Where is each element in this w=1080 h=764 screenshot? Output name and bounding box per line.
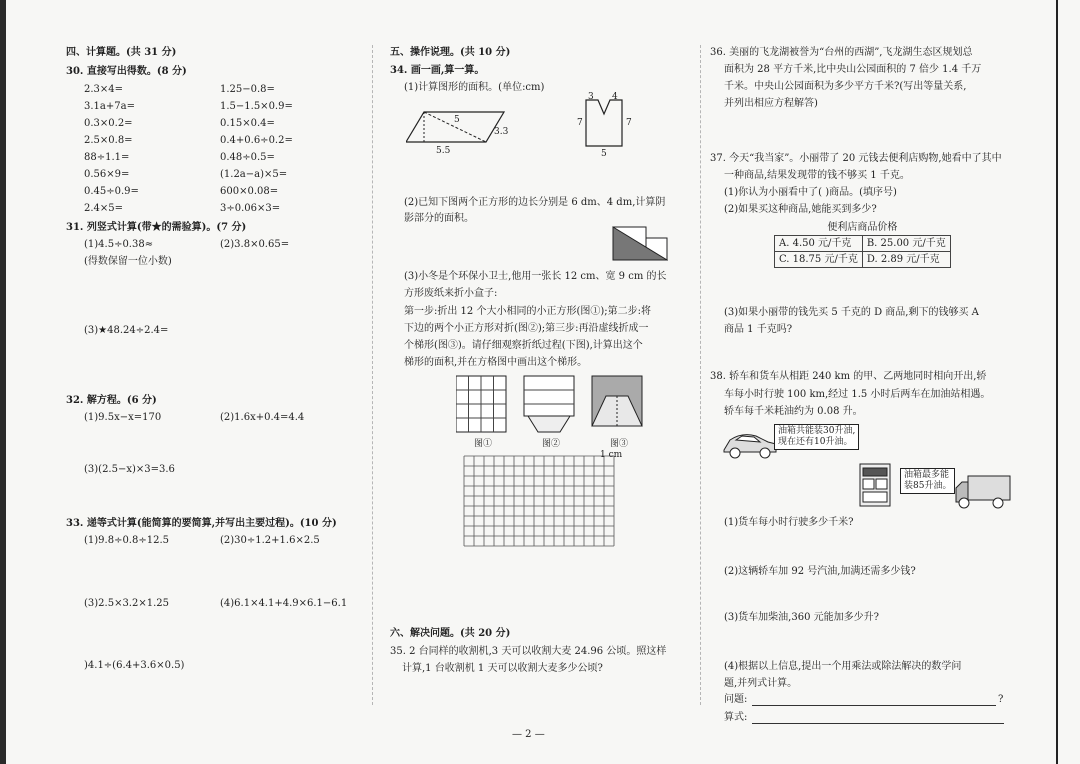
grid-unit-label: 1 cm — [600, 450, 623, 460]
question-answer-line[interactable] — [752, 705, 996, 706]
q30-item: 2.4×5= — [84, 203, 124, 214]
price-cell-c: C. 18.75 元/千克 — [775, 252, 863, 268]
q30-item: 2.3×4= — [84, 84, 124, 95]
q30-item: 0.4+0.6÷0.2= — [220, 135, 293, 146]
q32-part-3: (3)(2.5−x)×3=3.6 — [84, 464, 175, 475]
label-4: 4 — [612, 92, 618, 102]
q33-part-5: )4.1÷(6.4+3.6×0.5) — [84, 660, 185, 671]
fold-figure-1 — [456, 376, 506, 432]
section-4-title: 四、计算题。(共 31 分) — [66, 47, 177, 58]
formula-label: 算式: — [724, 712, 748, 723]
q30-title: 30. 直接写出得数。(8 分) — [66, 66, 187, 77]
page-number: — 2 — — [512, 729, 545, 740]
price-table-title: 便利店商品价格 — [775, 220, 951, 236]
q33-title: 33. 递等式计算(能简算的要简算,并写出主要过程)。(10 分) — [66, 518, 337, 529]
q34-part-1: (1)计算图形的面积。(单位:cm) — [404, 82, 545, 93]
column-left — [0, 0, 370, 764]
square-grid — [462, 446, 632, 554]
q30-item: 0.3×0.2= — [84, 118, 133, 129]
section-6-title: 六、解决问题。(共 20 分) — [390, 628, 511, 639]
q34-part-3-line-1: (3)小冬是个环保小卫士,他用一张长 12 cm、宽 9 cm 的长 — [404, 271, 667, 282]
q38-part-2: (2)这辆轿车加 92 号汽油,加满还需多少钱? — [724, 566, 916, 577]
car-illustration — [720, 428, 780, 462]
q34-part-3-line-3: 第一步:折出 12 个大小相同的小正方形(图①);第二步:将 — [404, 306, 651, 317]
q37-part-3-line-2: 商品 1 千克吗? — [724, 324, 793, 335]
q38-part-4-line-1: (4)根据以上信息,提出一个用乘法或除法解决的数学问 — [724, 661, 962, 672]
q30-item: 88÷1.1= — [84, 152, 130, 163]
q37-line-2: 一种商品,结果发现带的钱不够买 1 千克。 — [724, 170, 910, 181]
question-mark: ? — [998, 694, 1004, 705]
q32-part-1: (1)9.5x−x=170 — [84, 412, 162, 423]
q34-part-3-line-6: 梯形的面积,并在方格图中画出这个梯形。 — [404, 357, 588, 368]
fig-caption-1: 图① — [474, 439, 493, 449]
price-table — [774, 220, 951, 268]
q37-line-1: 37. 今天“我当家”。小丽带了 20 元钱去便利店购物,她看中了其中 — [710, 153, 1002, 164]
fold-figure-3 — [592, 376, 642, 426]
car-speech-bubble — [774, 424, 859, 450]
section-5-title: 五、操作说理。(共 10 分) — [390, 47, 511, 58]
q30-item: 1.25−0.8= — [220, 84, 275, 95]
q30-item: (1.2a−a)×5= — [220, 169, 288, 180]
q38-line-2: 车每小时行驶 100 km,经过 1.5 小时后两车在加油站相遇。 — [724, 389, 991, 400]
q31-title: 31. 列竖式计算(带★的需验算)。(7 分) — [66, 222, 247, 233]
label-5-bottom: 5 — [601, 149, 607, 158]
q36-line-2: 面积为 28 平方千米,比中央山公园面积的 7 倍少 1.4 千万 — [724, 64, 982, 75]
label-3-3: 3.3 — [494, 127, 509, 137]
label-5-5: 5.5 — [436, 146, 451, 156]
q35-line-2: 计算,1 台收割机 1 天可以收割大麦多少公顷? — [402, 663, 603, 674]
fold-steps-figure — [456, 374, 656, 450]
truck-bubble-line-2: 装85升油。 — [904, 481, 952, 491]
q30-item: 0.56×9= — [84, 169, 130, 180]
label-3: 3 — [588, 92, 594, 102]
question-label: 问题: — [724, 694, 748, 705]
truck-speech-bubble — [900, 468, 955, 494]
q37-part-1: (1)你认为小丽看中了( )商品。(填序号) — [724, 187, 897, 198]
q35-line-1: 35. 2 台同样的收割机,3 天可以收割大麦 24.96 公顷。照这样 — [390, 646, 667, 657]
q31-part-1: (1)4.5÷0.38≈ — [84, 239, 154, 250]
parallelogram-figure — [406, 104, 516, 156]
column-middle — [380, 0, 700, 764]
q30-item: 2.5×0.8= — [84, 135, 133, 146]
price-cell-d: D. 2.89 元/千克 — [862, 252, 950, 268]
q31-note: (得数保留一位小数) — [84, 256, 172, 267]
fold-figure-2 — [524, 376, 574, 432]
car-bubble-line-1: 油箱共能装30升油, — [778, 426, 856, 436]
q34-title: 34. 画一画,算一算。 — [390, 65, 485, 76]
q31-part-2: (2)3.8×0.65= — [220, 239, 290, 250]
q34-part-2-line-1: (2)已知下图两个正方形的边长分别是 6 dm、4 dm,计算阴 — [404, 197, 666, 208]
column-right — [700, 0, 1060, 764]
truck-illustration — [954, 472, 1014, 510]
q32-title: 32. 解方程。(6 分) — [66, 395, 157, 406]
label-5: 5 — [454, 115, 460, 125]
q30-item: 1.5−1.5×0.9= — [220, 101, 293, 112]
label-7-left: 7 — [577, 118, 583, 128]
two-squares-figure — [612, 226, 668, 262]
q36-line-4: 并列出相应方程解答) — [724, 98, 818, 109]
q33-part-2: (2)30÷1.2+1.6×2.5 — [220, 535, 320, 546]
q38-part-3: (3)货车加柴油,360 元能加多少升? — [724, 612, 879, 623]
formula-answer-line[interactable] — [752, 723, 1004, 724]
q34-part-3-line-2: 方形废纸来折小盒子: — [404, 288, 498, 299]
q30-item: 600×0.08= — [220, 186, 279, 197]
q36-line-3: 千米。中央山公园面积为多少平方千米?(写出等量关系, — [724, 81, 967, 92]
q32-part-2: (2)1.6x+0.4=4.4 — [220, 412, 305, 423]
q30-item: 0.48÷0.5= — [220, 152, 275, 163]
gas-pump-illustration — [858, 462, 892, 508]
q37-part-2: (2)如果买这种商品,她能买到多少? — [724, 204, 877, 215]
notched-shape — [586, 100, 622, 146]
column-divider-1 — [372, 45, 373, 705]
fig-caption-3: 图③ — [610, 439, 629, 449]
q30-item: 0.45÷0.9= — [84, 186, 139, 197]
q38-line-3: 轿车每千米耗油约为 0.08 升。 — [724, 406, 863, 417]
price-cell-a: A. 4.50 元/千克 — [775, 236, 863, 252]
q34-part-3-line-4: 下边的两个小正方形对折(图②);第三步:再沿虚线折成一 — [404, 323, 649, 334]
q34-part-3-line-5: 个梯形(图③)。请仔细观察折纸过程(下图),计算出这个 — [404, 340, 643, 351]
q38-part-1: (1)货车每小时行驶多少千米? — [724, 517, 854, 528]
q37-part-3-line-1: (3)如果小丽带的钱先买 5 千克的 D 商品,剩下的钱够买 A — [724, 307, 979, 318]
q30-item: 3.1a+7a= — [84, 101, 135, 112]
price-cell-b: B. 25.00 元/千克 — [862, 236, 950, 252]
q34-part-2-line-2: 影部分的面积。 — [404, 213, 474, 224]
q33-part-4: (4)6.1×4.1+4.9×6.1−6.1 — [220, 598, 348, 609]
q38-part-4-line-2: 题,并列式计算。 — [724, 678, 798, 689]
q38-line-1: 38. 轿车和货车从相距 240 km 的甲、乙两地同时相向开出,轿 — [710, 371, 987, 382]
q36-line-1: 36. 美丽的飞龙湖被誉为“台州的西湖”,飞龙湖生态区规划总 — [710, 47, 973, 58]
q33-part-3: (3)2.5×3.2×1.25 — [84, 598, 169, 609]
notched-figure — [576, 92, 640, 158]
truck-bubble-line-1: 油箱最多能 — [904, 470, 950, 480]
car-bubble-line-2: 现在还有10升油。 — [778, 437, 853, 447]
label-7-right: 7 — [626, 118, 632, 128]
q31-part-3: (3)★48.24÷2.4= — [84, 325, 169, 336]
q30-item: 0.15×0.4= — [220, 118, 275, 129]
q33-part-1: (1)9.8÷0.8÷12.5 — [84, 535, 169, 546]
q30-item: 3÷0.06×3= — [220, 203, 281, 214]
fig-caption-2: 图② — [542, 439, 561, 449]
